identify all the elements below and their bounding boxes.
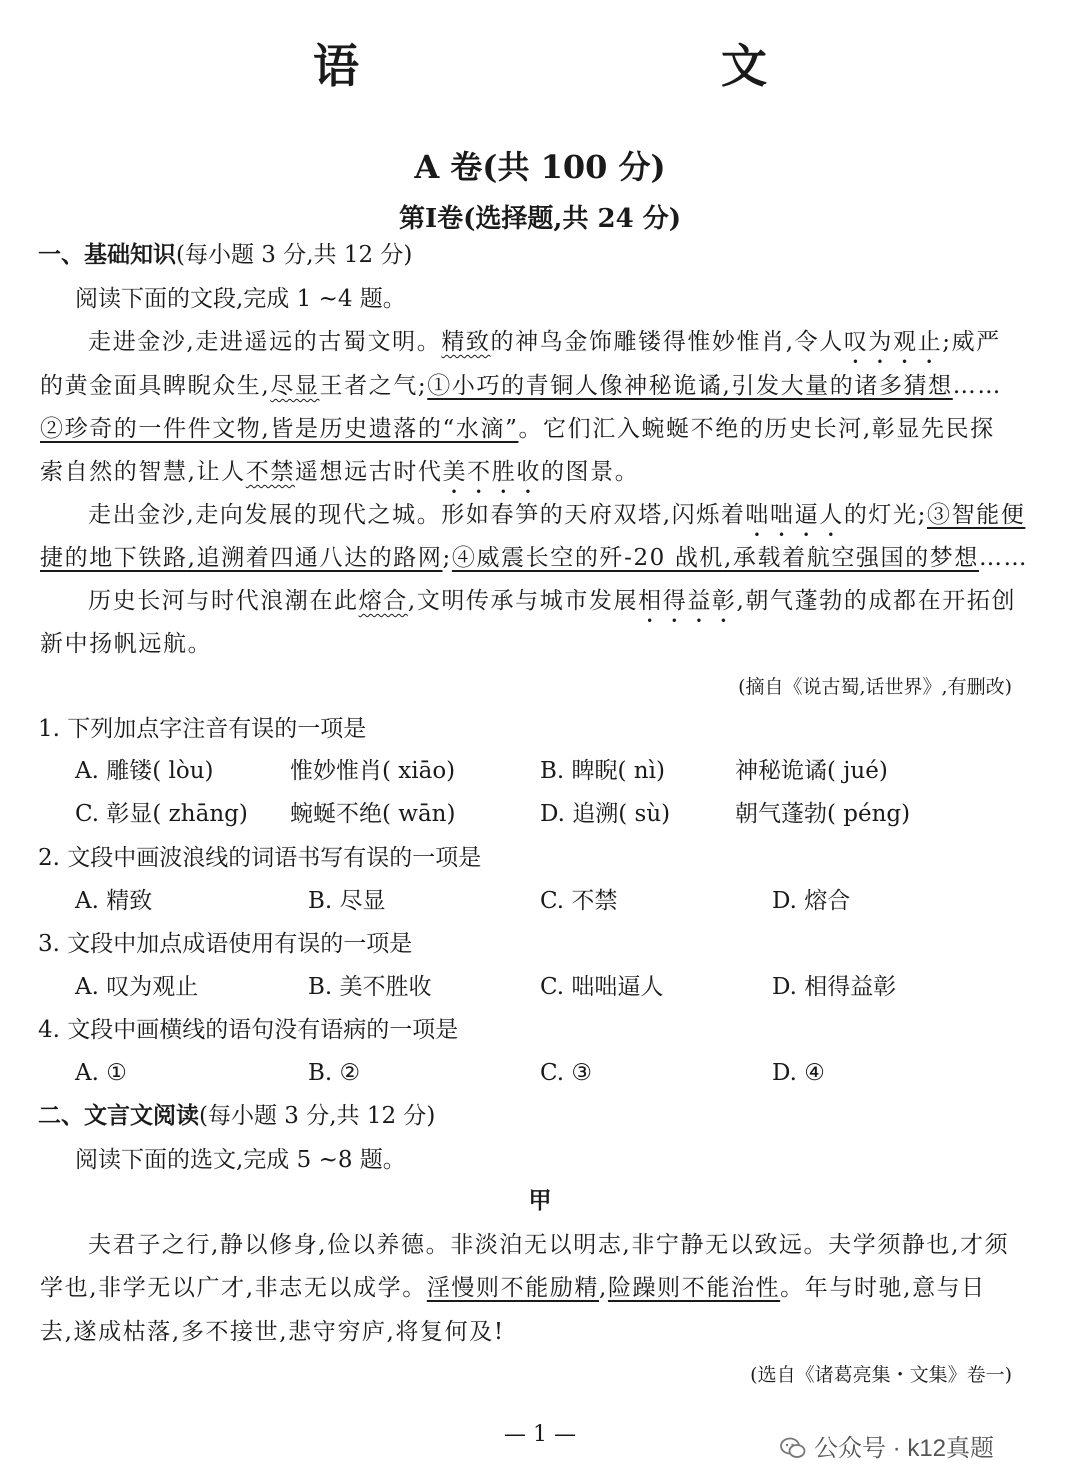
wechat-icon xyxy=(780,1437,806,1459)
q1-option-a2: 惟妙惟肖( xiāo) xyxy=(290,758,456,784)
q2-option-d: D. 熔合 xyxy=(772,888,851,914)
q1-option-b: B. 睥睨( nì) xyxy=(540,758,665,784)
source-note: (摘自《说古蜀,话世界》,有删改) xyxy=(738,676,1012,698)
question-1-stem: 1. 下列加点字注音有误的一项是 xyxy=(38,716,367,742)
passage-line: ②珍奇的一件件文物,皆是历史遗落的“水滴”。它们汇入蜿蜒不绝的历史长河,彰显先民探 xyxy=(40,416,995,442)
volume-heading: A 卷(共 100 分) xyxy=(414,148,666,186)
question-2-stem: 2. 文段中画波浪线的词语书写有误的一项是 xyxy=(38,845,482,871)
q3-option-c: C. 咄咄逼人 xyxy=(540,974,664,1000)
passage-line: 索自然的智慧,让人不禁遥想远古时代美不胜收的图景。 xyxy=(40,459,640,485)
section-2-intro: 阅读下面的选文,完成 5 ~8 题。 xyxy=(75,1147,406,1173)
passage-line: 的黄金面具睥睨众生,尽显王者之气;①小巧的青铜人像神秘诡谲,引发大量的诸多猜想…… xyxy=(40,373,1002,399)
q4-option-a: A. ① xyxy=(75,1060,127,1086)
passage-line: 新中扬帆远航。 xyxy=(40,631,213,657)
section-1-intro: 阅读下面的文段,完成 1 ~4 题。 xyxy=(75,286,406,312)
classical-text-line: 学也,非学无以广才,非志无以成学。淫慢则不能励精,险躁则不能治性。年与时驰,意与日 xyxy=(40,1275,986,1301)
section-1-heading: 一、基础知识(每小题 3 分,共 12 分) xyxy=(38,241,413,268)
passage-line: 走进金沙,走进遥远的古蜀文明。精致的神鸟金饰雕镂得惟妙惟肖,令人叹为观止;威严 xyxy=(88,329,1001,355)
passage-line: 走出金沙,走向发展的现代之城。形如春笋的天府双塔,闪烁着咄咄逼人的灯光;③智能便 xyxy=(88,502,1026,528)
q3-option-b: B. 美不胜收 xyxy=(308,974,432,1000)
q2-option-c: C. 不禁 xyxy=(540,888,618,914)
question-4-stem: 4. 文段中画横线的语句没有语病的一项是 xyxy=(38,1017,459,1043)
page-title: 语 文 xyxy=(313,39,857,93)
source-note: (选自《诸葛亮集・文集》卷一) xyxy=(750,1364,1012,1386)
q1-option-c: C. 彰显( zhāng) xyxy=(75,801,248,827)
section-2-heading: 二、文言文阅读(每小题 3 分,共 12 分) xyxy=(38,1102,436,1129)
passage-label-jia: 甲 xyxy=(528,1187,552,1214)
watermark: 公众号 · k12真题 xyxy=(780,1428,994,1463)
q3-option-d: D. 相得益彰 xyxy=(772,974,897,1000)
q2-option-b: B. 尽显 xyxy=(308,888,386,914)
q3-option-a: A. 叹为观止 xyxy=(75,974,199,1000)
q1-option-c2: 蜿蜒不绝( wān) xyxy=(290,801,456,827)
classical-text-line: 去,遂成枯落,多不接世,悲守穷庐,将复何及! xyxy=(40,1319,505,1345)
passage-line: 捷的地下铁路,追溯着四通八达的路网;④威震长空的歼-20 战机,承载着航空强国的梦想…… xyxy=(40,545,1029,571)
q4-option-c: C. ③ xyxy=(540,1060,593,1086)
q4-option-d: D. ④ xyxy=(772,1060,825,1086)
passage-line: 历史长河与时代浪潮在此熔合,文明传承与城市发展相得益彰,朝气蓬勃的成都在开拓创 xyxy=(88,588,1017,614)
question-3-stem: 3. 文段中加点成语使用有误的一项是 xyxy=(38,931,413,957)
classical-text-line: 夫君子之行,静以修身,俭以养德。非淡泊无以明志,非宁静无以致远。夫学须静也,才须 xyxy=(88,1232,1010,1258)
q1-option-d: D. 追溯( sù) xyxy=(540,801,671,827)
q1-option-d2: 朝气蓬勃( péng) xyxy=(735,801,911,827)
q2-option-a: A. 精致 xyxy=(75,888,153,914)
page-number: — 1 — xyxy=(504,1422,576,1447)
q1-option-a: A. 雕镂( lòu) xyxy=(75,758,214,784)
q4-option-b: B. ② xyxy=(308,1060,361,1086)
part-heading: 第Ⅰ卷(选择题,共 24 分) xyxy=(398,204,682,234)
q1-option-b2: 神秘诡谲( jué) xyxy=(735,758,888,784)
